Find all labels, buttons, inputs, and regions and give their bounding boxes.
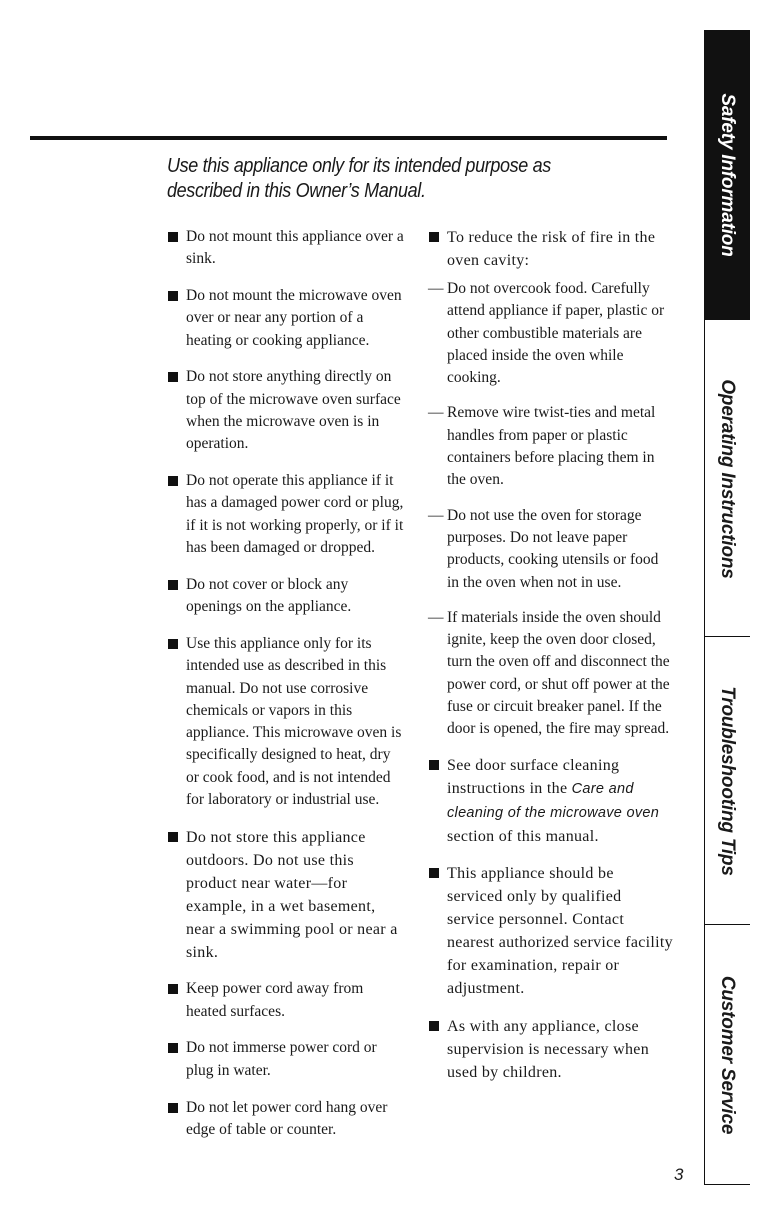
section-tabs-sidebar [704,30,750,1185]
dash-marker: — [428,506,444,524]
bullet-icon [168,232,178,242]
bullet-icon [429,760,439,770]
bullet-icon [429,1021,439,1031]
page-number: 3 [674,1165,684,1184]
sub-item: — Do not use the oven for storage purposes. Do not leave paper products, cooking utensils or food in the oven when not in use. [428,506,659,591]
tab-safety-information[interactable]: Safety Information [704,30,750,320]
list-item: Do not store anything directly on top of the microwave oven surface when the microwave oven is in operation. [167,366,407,455]
dash-marker: — [428,608,444,626]
bullet-icon [168,639,178,649]
list-item: Use this appliance only for its intended use as described in this manual. Do not use corrosive chemicals or vapors in this appliance. This microwave oven is specifically designed to heat, dry or cook food, and is not intended for laboratory or industrial use. [167,633,407,811]
manual-section-reference: Care and cleaning of the microwave oven [447,780,660,821]
list-item: Do not immerse power cord or plug in water. [167,1037,407,1082]
tab-customer-service[interactable]: Customer Service [704,925,750,1185]
intro-line-2: described in this Owner’s Manual. [167,180,426,202]
list-item: This appliance should be serviced only by qualified service personnel. Contact nearest authorized service facility for examination, repair or adjustment. [428,862,673,1000]
dash-marker: — [428,280,444,297]
bullet-icon [168,476,178,486]
list-item: Do not mount this appliance over a sink. [167,226,407,271]
bullet-icon [168,1043,178,1053]
right-column [428,226,673,1098]
bullet-icon [168,984,178,994]
left-column [167,226,407,1156]
list-item: Do not store this appliance outdoors. Do not use this product near water—for example, in a wet basement, near a swimming pool or near a sink. [167,826,407,964]
tab-operating-instructions[interactable]: Operating Instructions [704,320,750,637]
top-rule [30,136,667,140]
bullet-icon [168,832,178,842]
intro-heading [167,154,617,204]
bullet-icon [429,232,439,242]
list-item: Do not let power cord hang over edge of table or counter. [167,1097,407,1142]
bullet-icon [168,372,178,382]
sub-item: — If materials inside the oven should ignite, keep the oven door closed, turn the oven off and disconnect the power cord, or shut off power at the fuse or circuit breaker panel. If the door is opened, the fire may spread. [428,608,670,738]
dash-marker: — [428,404,444,422]
intro-line-1: Use this appliance only for its intended purpose as [167,155,551,177]
list-item: See door surface cleaning instructions in the Care and cleaning of the microwave oven section of this manual. [428,754,673,848]
list-item: As with any appliance, close supervision is necessary when used by children. [428,1015,673,1084]
list-item: Do not mount the microwave oven over or near any portion of a heating or cooking appliance. [167,285,407,352]
bullet-icon [168,291,178,301]
sub-item: — Do not overcook food. Carefully attend appliance if paper, plastic or other combustible materials are placed inside the oven while cooking. [428,280,665,387]
tab-divider [704,1184,750,1185]
tab-troubleshooting-tips[interactable]: Troubleshooting Tips [704,637,750,925]
bullet-icon [168,1103,178,1113]
bullet-icon [429,868,439,878]
list-item: Do not cover or block any openings on the appliance. [167,574,407,619]
sub-item: — Remove wire twist-ties and metal handles from paper or plastic containers before placing them in the oven. [428,404,656,489]
list-item: Keep power cord away from heated surfaces. [167,978,407,1023]
list-item: Do not operate this appliance if it has a damaged power cord or plug, if it is not working properly, or if it has been damaged or dropped. [167,470,407,559]
bullet-icon [168,580,178,590]
list-item: To reduce the risk of fire in the oven cavity: [428,226,673,272]
